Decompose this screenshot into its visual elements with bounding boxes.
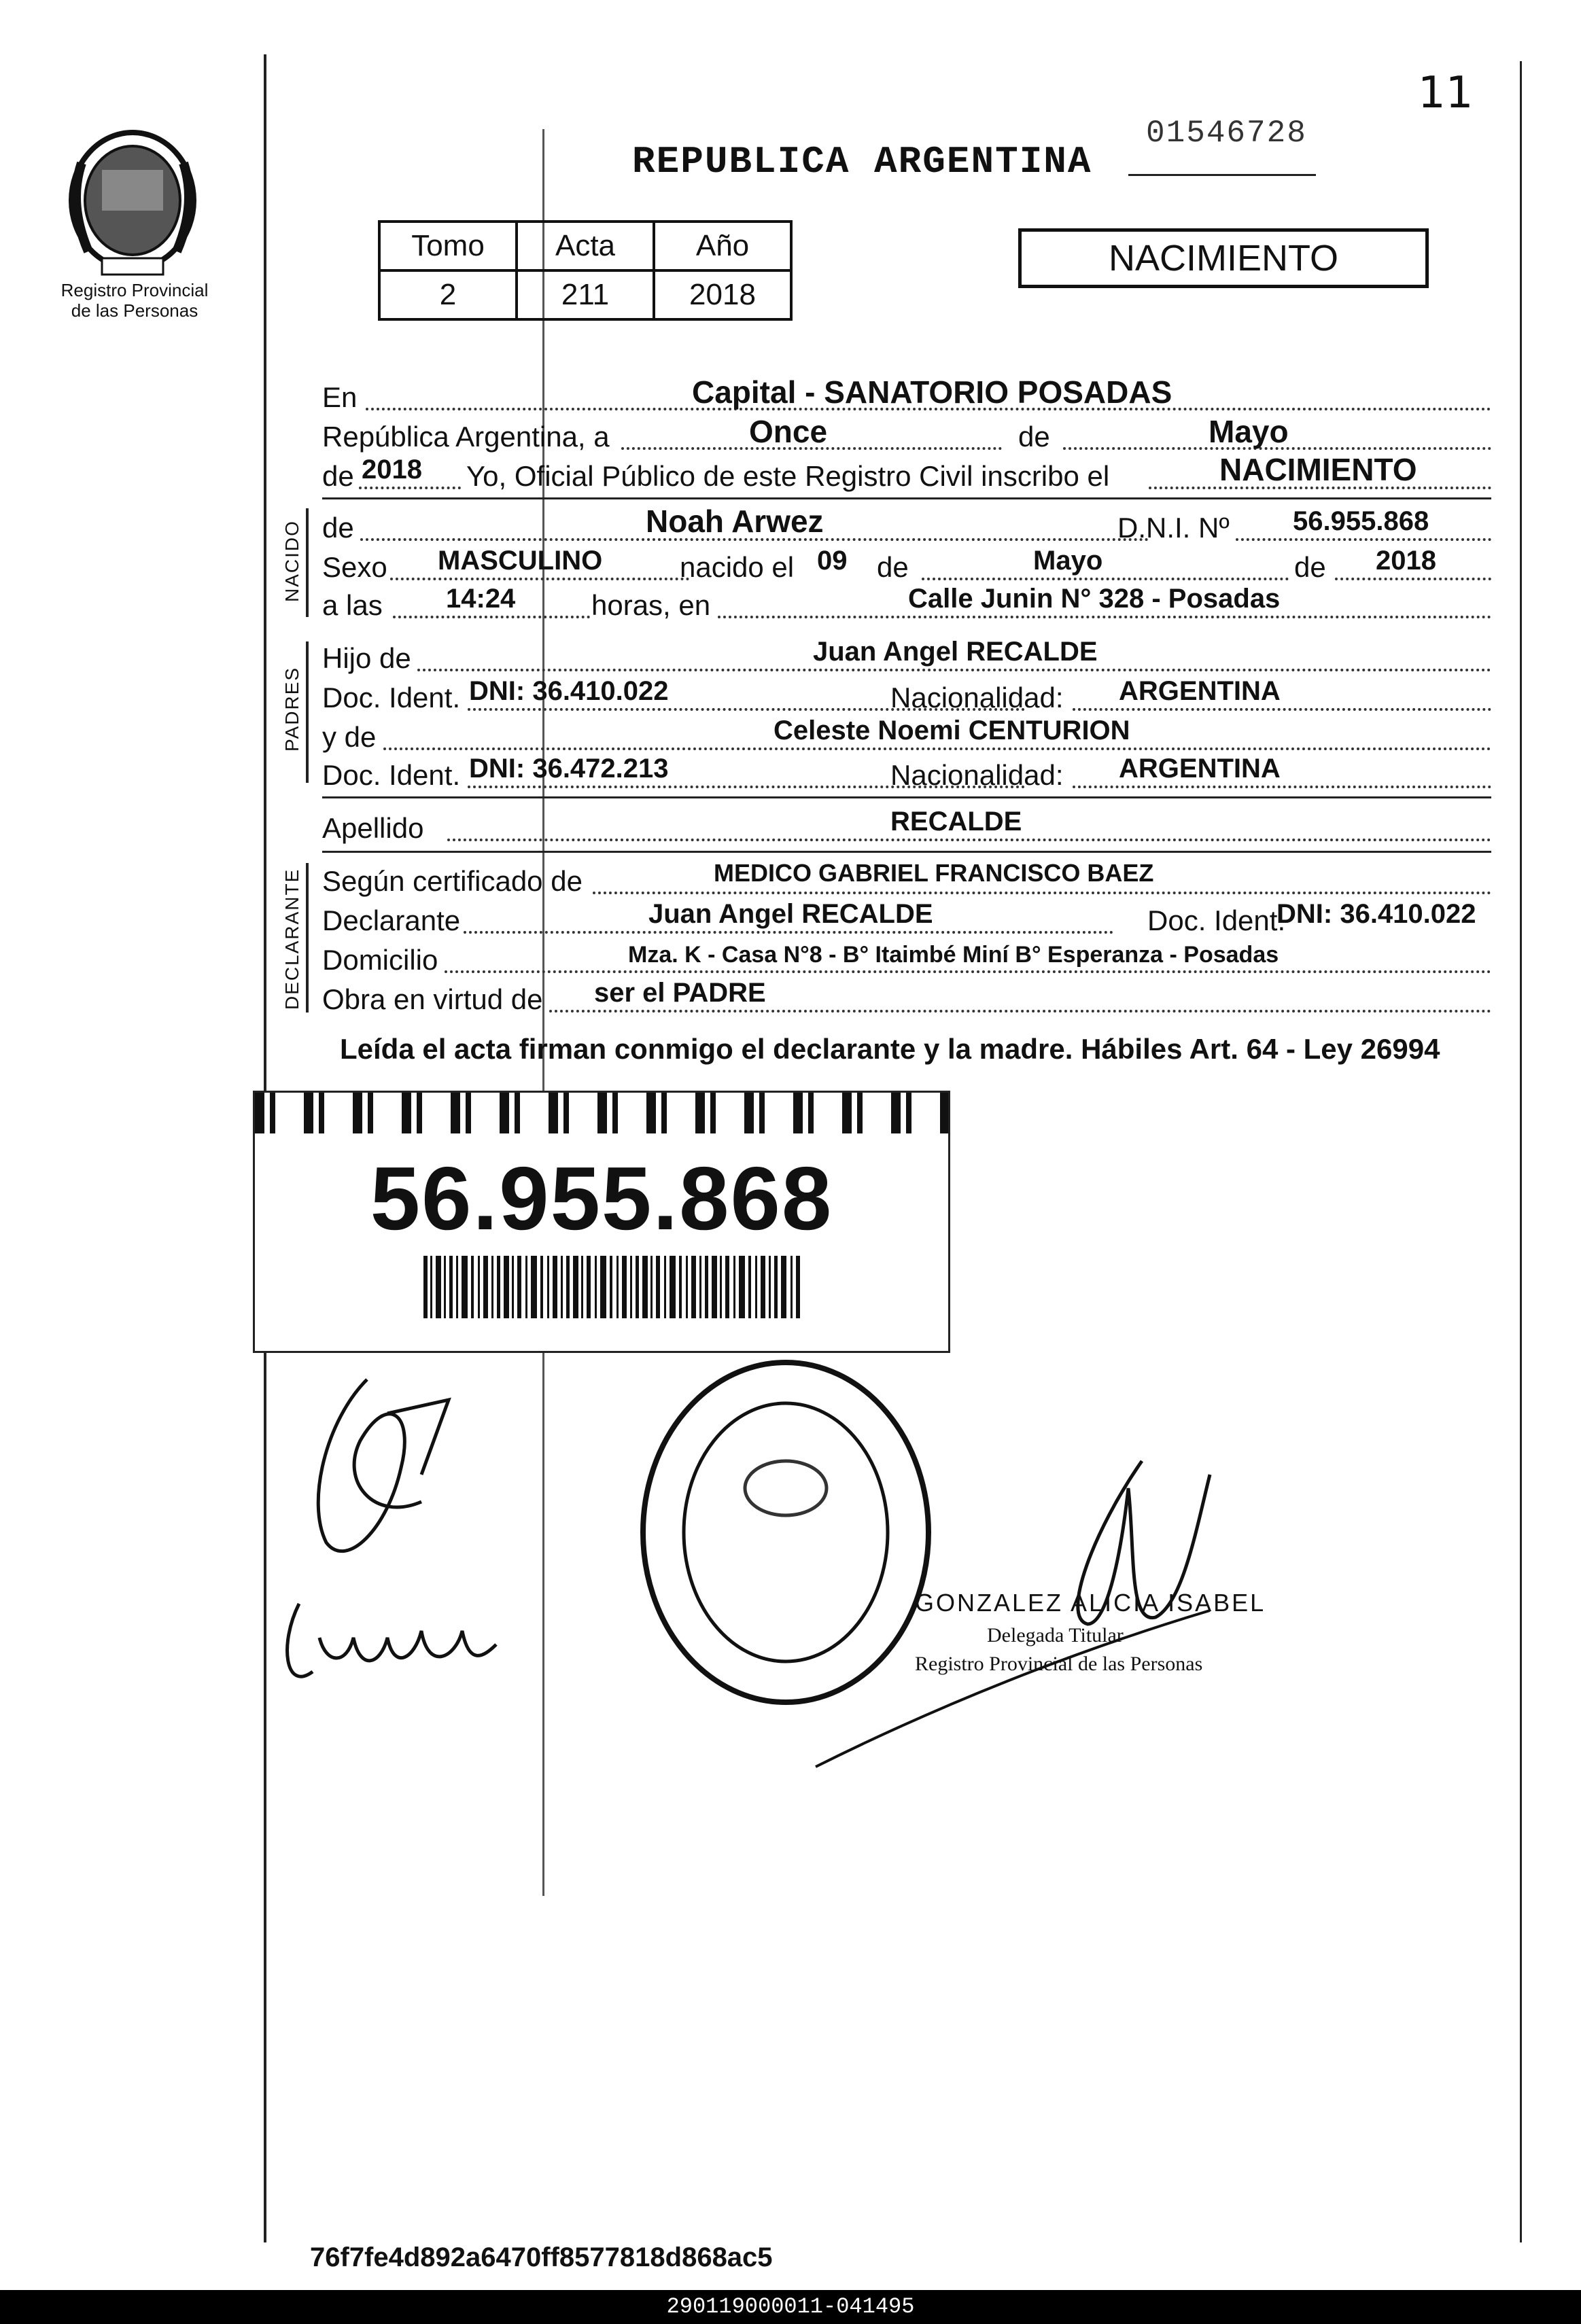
declarante-value: Juan Angel RECALDE <box>648 899 933 929</box>
en-label: En <box>322 381 358 413</box>
sticker-pattern <box>255 1093 948 1133</box>
signatory-role: Delegada Titular <box>987 1624 1124 1647</box>
table-header-tomo: Tomo <box>379 222 517 270</box>
en-value: Capital - SANATORIO POSADAS <box>692 374 1172 410</box>
apellido-label: Apellido <box>322 812 424 844</box>
domicilio-label: Domicilio <box>322 944 438 976</box>
row-madre-doc <box>322 756 1491 795</box>
madre-nombre: Celeste Noemi CENTURION <box>774 716 1130 745</box>
row-obra <box>322 980 1491 1019</box>
dni-value: 56.955.868 <box>1293 506 1429 536</box>
month-value: Mayo <box>1209 414 1289 449</box>
table-cell-tomo: 2 <box>379 270 517 319</box>
day-value: Once <box>749 414 828 449</box>
domicilio-value: Mza. K - Casa N°8 - B° Itaimbé Miní B° Esperanza - Posadas <box>628 942 1279 968</box>
hora-value: 14:24 <box>446 584 516 614</box>
hijo-de-label: Hijo de <box>322 642 411 674</box>
de-label: de <box>1018 421 1050 453</box>
y-de-label: y de <box>322 721 377 753</box>
nacido-section-label: NACIDO <box>281 520 302 602</box>
record-table <box>378 220 793 321</box>
signature-left-top <box>285 1366 462 1570</box>
dots <box>593 892 1491 894</box>
padre-nacionalidad: ARGENTINA <box>1119 676 1281 706</box>
padres-bar <box>306 641 309 783</box>
doc-ident-label: Doc. Ident. <box>322 759 461 791</box>
dni-label: D.N.I. Nº <box>1117 512 1230 544</box>
row-domicilio <box>322 940 1491 980</box>
certificado-value: MEDICO GABRIEL FRANCISCO BAEZ <box>714 859 1154 887</box>
page-title: REPUBLICA ARGENTINA <box>632 140 1092 183</box>
de-label: de <box>1294 551 1326 583</box>
padre-nombre: Juan Angel RECALDE <box>813 637 1098 667</box>
signatory-office: Registro Provincial de las Personas <box>915 1653 1203 1675</box>
padres-section-label: PADRES <box>281 666 302 752</box>
barcode <box>423 1256 804 1318</box>
row-hora <box>322 586 1491 625</box>
province-logo <box>54 122 211 279</box>
row-declarante <box>322 901 1491 940</box>
signatory-name: GONZALEZ ALICIA ISABEL <box>915 1589 1266 1617</box>
nombre-value: Noah Arwez <box>646 504 824 539</box>
padre-doc: DNI: 36.410.022 <box>469 676 669 706</box>
logo-caption: Registro Provincial de las Personas <box>60 280 209 321</box>
a-las-label: a las <box>322 589 383 621</box>
declarante-doc: DNI: 36.410.022 <box>1276 899 1476 929</box>
madre-doc: DNI: 36.472.213 <box>469 754 669 784</box>
nacido-dia: 09 <box>817 546 848 576</box>
legend-text: Leída el acta firman conmigo el declarante y la madre. Hábiles Art. 64 - Ley 26994 <box>340 1033 1440 1065</box>
signature-left-bottom <box>272 1563 503 1699</box>
row-apellido <box>322 809 1491 848</box>
doc-ident-label: Doc. Ident. <box>322 682 461 714</box>
sticker-number: 56.955.868 <box>370 1148 833 1248</box>
record-type-box: NACIMIENTO <box>1018 228 1429 288</box>
inscribo-value: NACIMIENTO <box>1219 452 1417 487</box>
certificado-label: Según certificado de <box>322 865 583 897</box>
right-margin-line <box>1520 61 1522 2242</box>
row-en <box>322 374 1491 417</box>
table-header-acta: Acta <box>517 222 654 270</box>
year-value: 2018 <box>362 455 422 485</box>
table-cell-acta: 211 <box>517 270 654 319</box>
nacionalidad-label: Nacionalidad: <box>890 682 1064 714</box>
lugar-value: Calle Junin N° 328 - Posadas <box>908 584 1281 614</box>
madre-nacionalidad: ARGENTINA <box>1119 754 1281 784</box>
sexo-value: MASCULINO <box>438 546 603 576</box>
document-hash: 76f7fe4d892a6470ff8577818d868ac5 <box>310 2242 773 2272</box>
apellido-value: RECALDE <box>890 807 1022 837</box>
declarante-label: Declarante <box>322 904 461 936</box>
de-label: de <box>322 460 354 492</box>
id-sticker <box>253 1091 950 1353</box>
declarante-doc-label: Doc. Ident. <box>1147 904 1286 936</box>
de-label: de <box>322 512 354 544</box>
de-label: de <box>877 551 909 583</box>
republica-label: República Argentina, a <box>322 421 610 453</box>
serial-number: 01546728 <box>1146 116 1307 151</box>
divider <box>322 497 1491 499</box>
nacido-anio: 2018 <box>1376 546 1436 576</box>
nacido-bar <box>306 508 309 617</box>
footer-code: 290119000011-041495 <box>0 2290 1581 2324</box>
declarante-section-label: DECLARANTE <box>281 868 302 1010</box>
nacido-mes: Mayo <box>1033 546 1103 576</box>
sexo-label: Sexo <box>322 551 387 583</box>
page-number: 11 <box>1418 68 1474 118</box>
divider <box>322 796 1491 798</box>
obra-label: Obra en virtud de <box>322 983 543 1015</box>
table-header-anio: Año <box>654 222 791 270</box>
horas-en-label: horas, en <box>591 589 711 621</box>
title-underline <box>1128 174 1316 176</box>
declarante-bar <box>306 863 309 1013</box>
yo-label: Yo, Oficial Público de este Registro Civil inscribo el <box>466 460 1110 492</box>
obra-value: ser el PADRE <box>594 978 766 1008</box>
nacionalidad-label: Nacionalidad: <box>890 759 1064 791</box>
divider <box>322 851 1491 853</box>
nacido-el-label: nacido el <box>680 551 795 583</box>
table-cell-anio: 2018 <box>654 270 791 319</box>
row-inscribo <box>322 452 1491 496</box>
